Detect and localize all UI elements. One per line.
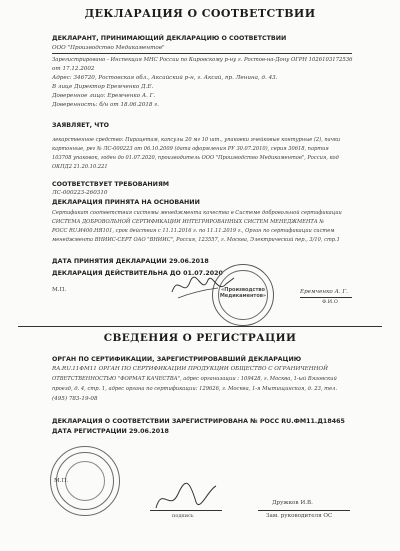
signature-line xyxy=(258,510,350,511)
signature-label: подпись xyxy=(172,513,194,519)
organ-line: RA.RU.11ФМ11 ОРГАН ПО СЕРТИФИКАЦИИ ПРОДУКЦИИ ОБЩЕСТВО С ОГРАНИЧЕННОЙ xyxy=(52,366,328,372)
validity-date: ДЕКЛАРАЦИЯ ДЕЙСТВИТЕЛЬНА ДО 01.07.2020 xyxy=(52,270,223,277)
product-line: ОКПД2 21.20.10.221 xyxy=(52,164,108,170)
basis-line: Сертификат соответствия системы менеджмента качества в Системе добровольной сертификации xyxy=(52,210,342,216)
adoption-date: ДАТА ПРИНЯТИЯ ДЕКЛАРАЦИИ 29.06.2018 xyxy=(52,258,209,265)
basis-label: ДЕКЛАРАЦИЯ ПРИНЯТА НА ОСНОВАНИИ xyxy=(52,199,200,206)
registration-title: СВЕДЕНИЯ О РЕГИСТРАЦИИ xyxy=(103,332,297,344)
seal-place-label: М.П. xyxy=(54,478,69,484)
applicant-address: Адрес: 346720, Ростовская обл., Аксайский р-н, г. Аксай, пр. Ленина, д. 43. xyxy=(52,75,278,81)
organ-line: (495) 783-19-08 xyxy=(52,396,98,402)
applicant-signature xyxy=(168,268,238,304)
organ-label: ОРГАН ПО СЕРТИФИКАЦИИ, ЗАРЕГИСТРИРОВАВШИЙ ДЕКЛАРАЦИЮ xyxy=(52,356,302,363)
registrar-signature xyxy=(150,478,220,518)
fio-label: Ф.И.О xyxy=(322,299,338,305)
signer-name: Еремченко А. Г. xyxy=(300,289,348,295)
basis-line: СИСТЕМА ДОБРОВОЛЬНОЙ СЕРТИФИКАЦИИ ИНТЕГРИРОВАННЫХ СИСТЕМ МЕНЕДЖМЕНТА № xyxy=(52,219,325,225)
product-line: 103708 упаковок, годен до 01.07.2020, производитель ООО "Производство Медикаментов", Россия, код xyxy=(52,155,339,161)
director-name: В лице Директор Еремченко Д.Е. xyxy=(52,84,154,90)
section-divider xyxy=(18,326,382,327)
product-line: картонные, рег № ЛС-000223 от 06.10.2009 (дата оформления РУ 30.07.2010), серия 30618, партия xyxy=(52,146,329,152)
authorized-person: Доверенное лицо: Еремченко А. Г. xyxy=(52,93,156,99)
divider xyxy=(52,53,352,54)
applicant-name: ООО "Производство Медикаментов" xyxy=(52,45,165,51)
registrar-name: Дружков И.В. xyxy=(272,500,313,506)
declaration-title: ДЕКЛАРАЦИЯ О СООТВЕТСТВИИ xyxy=(84,7,316,20)
product-line: лекарственное средство: Пирацетам, капсулы 20 мг 10 шт., упаковки ячейковые контурные (2), пачки xyxy=(52,137,341,143)
seal-place-label: М.П. xyxy=(52,287,67,293)
signature-line xyxy=(150,510,222,511)
requirements-label: СООТВЕТСТВУЕТ ТРЕБОВАНИЯМ xyxy=(52,181,170,188)
registration-line: Зарегистрировано - Инспекция МНС России по Кировскому р-ну г. Ростов-на-Дону ОГРН 1026103172536 xyxy=(52,57,353,63)
registration-date: ДАТА РЕГИСТРАЦИИ 29.06.2018 xyxy=(52,428,169,435)
company-stamp: «Производство Медикаментов» xyxy=(212,264,274,326)
registration-date: от 17.12.2002 xyxy=(52,66,95,72)
basis-line: менеджмента ВНИИС-СЕРТ ОАО "ВНИИС", Россия, 123557, г. Москва, Электрический пер., 3/10, стр.1 xyxy=(52,237,340,243)
requirements-value: ЛС-000223-260310 xyxy=(52,190,108,196)
basis-line: РОСС RU.И400.НЯ101, срок действия с 11.11.2016 г. по 11.11.2019 г., Орган по сертификации систем xyxy=(52,228,335,234)
registration-number: ДЕКЛАРАЦИЯ О СООТВЕТСТВИИ ЗАРЕГИСТРИРОВАНА № РОСС RU.ФМ11.Д18465 xyxy=(52,418,345,425)
organ-line: ОТВЕТСТВЕННОСТЬЮ "ФОРМАТ КАЧЕСТВА", адрес организации : 109428, г. Москва, 1-ый Вязовский xyxy=(52,376,337,382)
signature-line xyxy=(300,297,352,298)
applicant-label: ДЕКЛАРАНТ, ПРИНИМАЮЩИЙ ДЕКЛАРАЦИЮ О СООТВЕТСТВИИ xyxy=(52,35,287,42)
registrar-role: Зам. руководителя ОС xyxy=(266,513,333,519)
claims-label: ЗАЯВЛЯЕТ, ЧТО xyxy=(52,122,109,129)
power-of-attorney: Доверенность: б/н от 18.06.2018 г. xyxy=(52,102,159,108)
organ-line: проезд, д. 4, стр. 1, адрес органа по сертификации: 129626, г. Москва, 1-я Мытищинская, д. 23, тел. xyxy=(52,386,338,392)
